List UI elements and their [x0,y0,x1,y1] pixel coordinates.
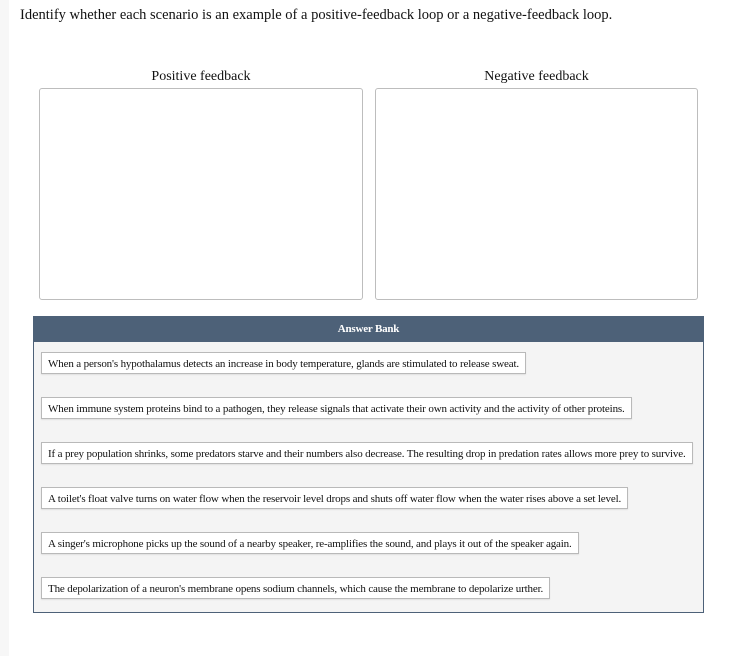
answer-card-neuron-depolarization[interactable]: The depolarization of a neuron's membrane opens sodium channels, which cause the membrane to depolarize urther. [41,577,550,599]
answer-card-microphone-feedback[interactable]: A singer's microphone picks up the sound of a nearby speaker, re-amplifies the sound, and plays it out of the speaker again. [41,532,579,554]
answer-card-hypothalamus-sweat[interactable]: When a person's hypothalamus detects an increase in body temperature, glands are stimulated to release sweat. [41,352,526,374]
positive-feedback-dropzone[interactable] [39,88,363,300]
answer-bank [33,316,704,613]
question-prompt: Identify whether each scenario is an example of a positive-feedback loop or a negative-feedback loop. [20,7,613,23]
question-panel [9,0,733,656]
answer-card-toilet-float-valve[interactable]: A toilet's float valve turns on water flow when the reservoir level drops and shuts off water flow when the water rises above a set level. [41,487,628,509]
answer-bank-title: Answer Bank [34,317,703,342]
positive-feedback-label: Positive feedback [151,69,251,84]
answer-card-immune-proteins[interactable]: When immune system proteins bind to a pathogen, they release signals that activate their own activity and the activity of other proteins. [41,397,632,419]
negative-feedback-dropzone[interactable] [375,88,698,300]
answer-card-predator-prey[interactable]: If a prey population shrinks, some predators starve and their numbers also decrease. The resulting drop in predation rates allows more prey to survive. [41,442,693,464]
negative-feedback-label: Negative feedback [484,69,589,84]
